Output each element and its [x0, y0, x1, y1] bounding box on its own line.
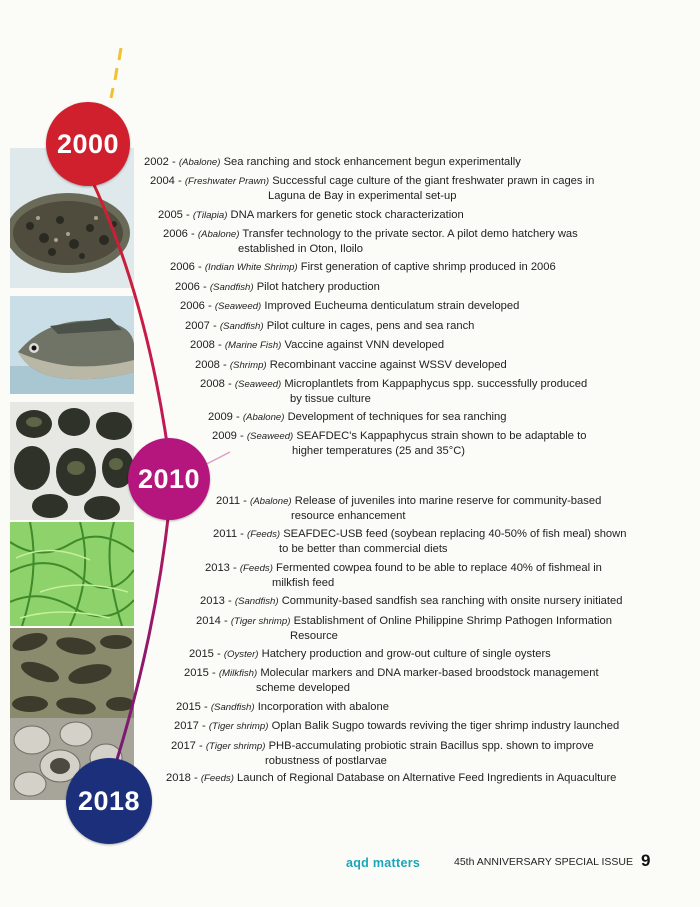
- entry-category: (Freshwater Prawn): [184, 176, 270, 187]
- entry-category: (Sandfish): [234, 596, 279, 607]
- entry-year: 2008: [190, 339, 215, 351]
- timeline-entry: 2011 - (Abalone) Release of juveniles into marine reserve for community-based resource enhancement: [216, 495, 602, 522]
- timeline-entry: 2006 - (Indian White Shrimp) First generation of captive shrimp produced in 2006: [170, 261, 556, 273]
- entry-year: 2008: [200, 378, 225, 390]
- timeline-entry: 2008 - (Seaweed) Microplantlets from Kappaphycus spp. successfully produced by tissue culture: [200, 378, 588, 405]
- timeline-entry: 2007 - (Sandfish) Pilot culture in cages, pens and sea ranch: [185, 320, 475, 332]
- footer-issue-title: 45th ANNIVERSARY SPECIAL ISSUE: [454, 856, 633, 868]
- entry-category: (Abalone): [178, 157, 221, 168]
- entry-description: Microplantlets from Kappaphycus spp. successfully produced: [284, 378, 588, 390]
- entry-year: 2004: [150, 175, 175, 187]
- entry-description: Improved Eucheuma denticulatum strain developed: [264, 300, 520, 312]
- entry-category: (Marine Fish): [224, 340, 282, 351]
- entry-year: 2006: [180, 300, 205, 312]
- timeline-entry: 2009 - (Seaweed) SEAFDEC's Kappaphycus strain shown to be adaptable to higher temperatures (25 and 35°C): [212, 430, 587, 457]
- entry-description-continued: to be better than commercial diets: [279, 543, 448, 555]
- entry-description: DNA markers for genetic stock characterization: [230, 209, 464, 221]
- entry-category: (Tilapia): [192, 210, 228, 221]
- milestone-badge-2018: 2018: [66, 758, 152, 844]
- entry-description: Launch of Regional Database on Alternative Feed Ingredients in Aquaculture: [237, 772, 617, 784]
- entry-description: Oplan Balik Sugpo towards reviving the tiger shrimp industry launched: [271, 720, 620, 732]
- entry-category: (Abalone): [197, 229, 240, 240]
- entry-description: Release of juveniles into marine reserve for community-based: [294, 495, 602, 507]
- entry-description: Successful cage culture of the giant freshwater prawn in cages in: [272, 175, 595, 187]
- entry-year: 2018: [166, 772, 191, 784]
- entry-year: 2005: [158, 209, 183, 221]
- entry-year: 2017: [171, 740, 196, 752]
- entry-category: (Abalone): [250, 496, 292, 507]
- entry-year: 2006: [170, 261, 195, 273]
- entry-category: (Sandfish): [210, 702, 255, 713]
- entry-description: Incorporation with abalone: [257, 701, 389, 713]
- entry-year: 2009: [208, 411, 233, 423]
- entry-year: 2008: [195, 359, 220, 371]
- entry-year: 2017: [174, 720, 199, 732]
- entry-year: 2014: [196, 615, 221, 627]
- entry-category: (Feeds): [200, 773, 234, 784]
- timeline-entry: 2006 - (Seaweed) Improved Eucheuma denticulatum strain developed: [180, 300, 520, 312]
- timeline-entry: 2015 - (Sandfish) Incorporation with abalone: [176, 701, 389, 713]
- entry-year: 2015: [176, 701, 201, 713]
- entry-description: Sea ranching and stock enhancement begun experimentally: [223, 156, 521, 168]
- entry-year: 2015: [189, 648, 214, 660]
- entry-year: 2002: [144, 156, 169, 168]
- entry-category: (Tiger shrimp): [230, 616, 291, 627]
- timeline-entry: 2017 - (Tiger shrimp) Oplan Balik Sugpo towards reviving the tiger shrimp industry launched: [174, 720, 620, 732]
- entry-description: Development of techniques for sea ranching: [287, 411, 507, 423]
- milestone-badge-2010: 2010: [128, 438, 210, 520]
- milestone-badge-2000: 2000: [46, 102, 130, 186]
- entry-year: 2009: [212, 430, 237, 442]
- entry-year: 2011: [213, 528, 238, 540]
- entry-category: (Indian White Shrimp): [204, 262, 298, 273]
- entry-description: Pilot culture in cages, pens and sea ranch: [266, 320, 475, 332]
- entry-description: Fermented cowpea found to be able to replace 40% of fishmeal in: [276, 562, 602, 574]
- page-number: 9: [641, 851, 651, 870]
- entry-year: 2015: [184, 667, 209, 679]
- entry-category: (Abalone): [242, 412, 285, 423]
- entry-category: (Seaweed): [234, 379, 282, 390]
- entry-year: 2006: [163, 228, 188, 240]
- entry-description-continued: scheme developed: [256, 682, 350, 694]
- entry-description: SEAFDEC-USB feed (soybean replacing 40-50% of fish meal) shown: [283, 528, 627, 540]
- entry-category: (Oyster): [223, 649, 259, 660]
- entry-description-continued: established in Oton, Iloilo: [238, 243, 364, 255]
- timeline-entry: 2014 - (Tiger shrimp) Establishment of Online Philippine Shrimp Pathogen Information Resource: [196, 615, 612, 642]
- entry-description-continued: Laguna de Bay in experimental set-up: [268, 190, 457, 202]
- entry-year: 2013: [200, 595, 225, 607]
- footer-brand: aqd matters: [346, 856, 421, 870]
- timeline-entry: 2005 - (Tilapia) DNA markers for genetic stock characterization: [158, 209, 464, 221]
- entry-description-continued: milkfish feed: [272, 577, 335, 589]
- entry-description: SEAFDEC's Kappaphycus strain shown to be adaptable to: [296, 430, 587, 442]
- entry-category: (Tiger shrimp): [208, 721, 269, 732]
- timeline-entry: 2006 - (Abalone) Transfer technology to the private sector. A pilot demo hatchery was established in Oton, Iloilo: [163, 228, 578, 255]
- timeline-entry: 2009 - (Abalone) Development of techniques for sea ranching: [208, 411, 507, 423]
- entry-description: Recombinant vaccine against WSSV developed: [269, 359, 507, 371]
- entry-description: Hatchery production and grow-out culture of single oysters: [261, 648, 551, 660]
- entry-description: Establishment of Online Philippine Shrimp Pathogen Information: [293, 615, 612, 627]
- timeline-entry: 2018 - (Feeds) Launch of Regional Database on Alternative Feed Ingredients in Aquaculture: [166, 772, 617, 784]
- entry-description-continued: resource enhancement: [291, 510, 406, 522]
- entry-description-continued: higher temperatures (25 and 35°C): [292, 445, 466, 457]
- entry-year: 2007: [185, 320, 210, 332]
- entry-description-continued: Resource: [290, 630, 338, 642]
- timeline-entry: 2008 - (Marine Fish) Vaccine against VNN developed: [190, 339, 445, 351]
- entry-description-continued: robustness of postlarvae: [265, 755, 387, 767]
- timeline-entry: 2015 - (Oyster) Hatchery production and grow-out culture of single oysters: [189, 648, 551, 660]
- timeline-entry: 2013 - (Sandfish) Community-based sandfish sea ranching with onsite nursery initiated: [200, 595, 623, 607]
- timeline-entry: 2017 - (Tiger shrimp) PHB-accumulating probiotic strain Bacillus spp. shown to improve robustness of postlarvae: [171, 740, 594, 767]
- entry-category: (Seaweed): [214, 301, 262, 312]
- entry-category: (Shrimp): [229, 360, 267, 371]
- timeline-entry: 2004 - (Freshwater Prawn) Successful cage culture of the giant freshwater prawn in cages in Laguna de Bay in experimental set-up: [150, 175, 595, 202]
- entry-year: 2013: [205, 562, 230, 574]
- timeline-entry: 2006 - (Sandfish) Pilot hatchery production: [175, 281, 380, 293]
- entry-description: Community-based sandfish sea ranching with onsite nursery initiated: [281, 595, 623, 607]
- entry-category: (Sandfish): [209, 282, 254, 293]
- timeline-entry: 2002 - (Abalone) Sea ranching and stock enhancement begun experimentally: [144, 156, 521, 168]
- timeline-entry: 2011 - (Feeds) SEAFDEC-USB feed (soybean replacing 40-50% of fish meal) shown to be better than commercial diets: [213, 528, 627, 555]
- timeline-entry: 2008 - (Shrimp) Recombinant vaccine against WSSV developed: [195, 359, 507, 371]
- entry-category: (Seaweed): [246, 431, 294, 442]
- entry-description: Transfer technology to the private sector. A pilot demo hatchery was: [242, 228, 578, 240]
- entry-category: (Feeds): [247, 529, 281, 540]
- entry-year: 2006: [175, 281, 200, 293]
- entry-description: Vaccine against VNN developed: [284, 339, 445, 351]
- entry-category: (Feeds): [239, 563, 273, 574]
- entry-description: PHB-accumulating probiotic strain Bacillus spp. shown to improve: [268, 740, 594, 752]
- entry-category: (Sandfish): [219, 321, 264, 332]
- entry-description: Pilot hatchery production: [256, 281, 380, 293]
- entry-description: First generation of captive shrimp produced in 2006: [300, 261, 556, 273]
- entry-description: Molecular markers and DNA marker-based broodstock management: [260, 667, 599, 679]
- entry-category: (Milkfish): [218, 668, 258, 679]
- entry-category: (Tiger shrimp): [205, 741, 266, 752]
- timeline-entry: 2015 - (Milkfish) Molecular markers and DNA marker-based broodstock management scheme developed: [184, 667, 599, 694]
- entry-description-continued: by tissue culture: [290, 393, 371, 405]
- timeline-entry: 2013 - (Feeds) Fermented cowpea found to be able to replace 40% of fishmeal in milkfish feed: [205, 562, 602, 589]
- entry-year: 2011: [216, 495, 241, 507]
